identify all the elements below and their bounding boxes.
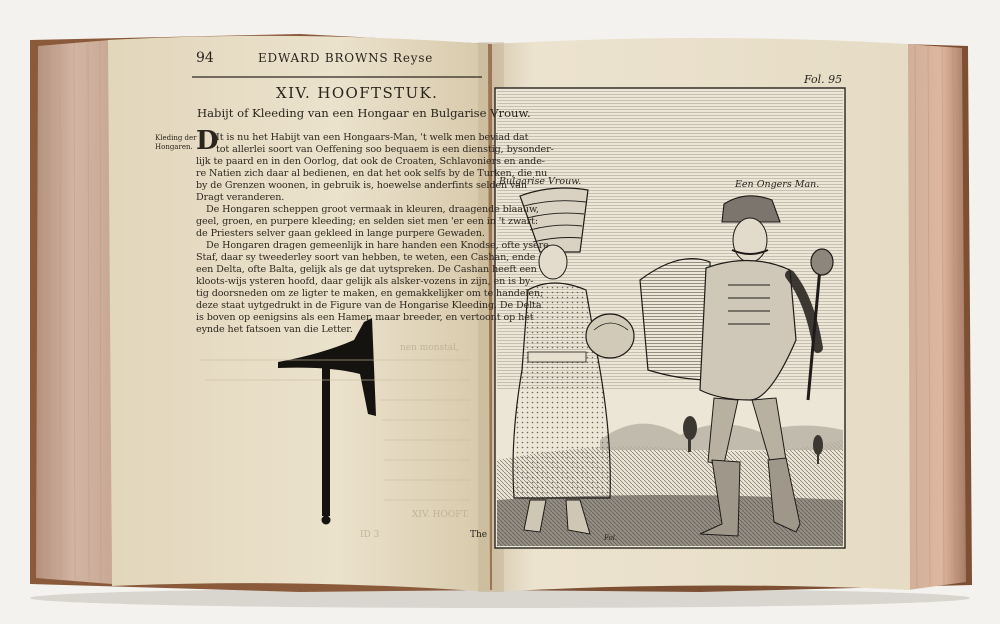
body-line: kloots-wijs ysteren hoofd, daar gelijk als alsker-vozens in zijn, en is by-	[196, 276, 534, 287]
body-line: deze staat uytgedrukt in de Figure van de Hongarise Kleeding. De Delta	[196, 300, 542, 311]
body-line: de Priesters selver gaan gekleed in lange purpere Gewaden.	[196, 228, 485, 239]
body-line: by de Grenzen woonen, in gebruik is, hoewelse anderfints selden van	[196, 180, 527, 191]
body-line: De Hongaren dragen gemeenlijk in hare handen een Knodse, ofte ysere	[206, 240, 549, 251]
label-hungarian-man: Een Ongers Man.	[735, 179, 820, 190]
chapter-subtitle: Habijt of Kleeding van een Hongaar en Bulgarise Vrouw.	[197, 106, 531, 120]
body-line: geel, groen, en purpere kleeding; en selden siet men 'er een in 't zwart:	[196, 216, 539, 227]
plate-signature: Fol.	[604, 534, 618, 542]
folio-number: Fol. 95	[804, 73, 843, 86]
drop-cap: D	[196, 126, 219, 156]
margin-note-line-1: Kleding der	[155, 134, 197, 142]
body-line: is boven op eenigsins als een Hamer, maar breeder, en vertoont op het	[196, 312, 534, 323]
body-line: lijk te paard en in den Oorlog, dat ook de Croaten, Schlavoniers en ande-	[196, 156, 545, 167]
body-line: tot allerlei soort van Oeffening soo bequaem is een dienstig, bysonder-	[216, 144, 554, 155]
chapter-heading: XIV. HOOFTSTUK.	[276, 84, 439, 102]
bleed-through-text-2: XIV. HOOFT.	[412, 510, 470, 520]
margin-note-line-2: Hongaren.	[155, 143, 193, 151]
catchword: The	[470, 530, 488, 540]
body-line: re Natien zich daar al bedienen, en dat het ook selfs by de Turken, die nu	[196, 168, 548, 179]
bleed-through-text-1: nen monstal,	[400, 343, 459, 353]
running-head: EDWARD BROWNS Reyse	[258, 51, 434, 65]
body-line: Dragt veranderen.	[196, 192, 285, 203]
body-line: It is nu het Habijt van een Hongaars-Man, 't welk men beviad dat	[216, 132, 529, 143]
body-line: eynde het fatsoen van die Letter.	[196, 324, 353, 335]
body-line: tig doorsneden om ze ligter te maken, en gemakkelijker om te handelen;	[196, 288, 544, 299]
body-line: een Delta, ofte Balta, gelijk als ge dat uytspreken. De Cashan heeft een	[196, 264, 537, 275]
right-page-edges	[905, 44, 966, 590]
page-number: 94	[196, 50, 214, 66]
bleed-through-text-3: ID 3	[360, 530, 380, 540]
body-line: Staf, daar sy tweederley soort van hebben, te weten, een Cashan, ende	[196, 252, 536, 263]
body-line: De Hongaren scheppen groot vermaak in kleuren, draagende blaauw,	[206, 204, 539, 215]
label-bulgarian-woman: Bulgarise Vrouw.	[499, 176, 582, 187]
